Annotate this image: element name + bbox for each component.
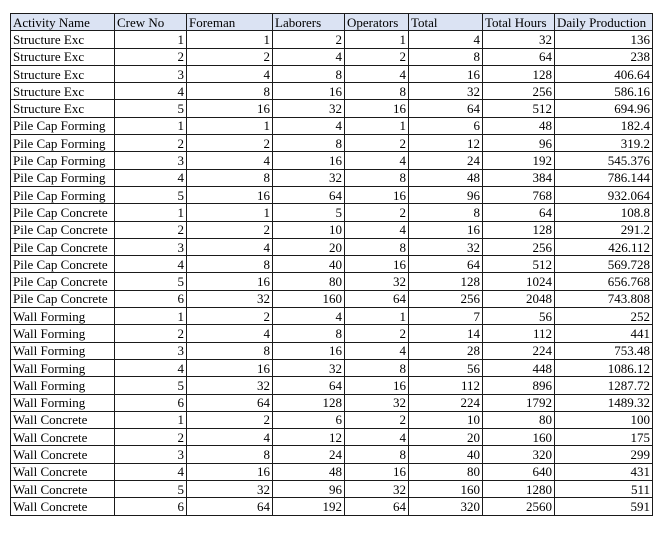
total-hours-cell[interactable]: 128 xyxy=(483,65,555,82)
table-row xyxy=(11,342,653,359)
operators-cell[interactable]: 16 xyxy=(345,100,409,117)
table-row xyxy=(11,463,653,480)
foreman-cell[interactable]: 16 xyxy=(187,359,273,376)
total-cell[interactable]: 56 xyxy=(409,359,483,376)
daily-production-cell[interactable]: 1489.32 xyxy=(555,394,653,411)
laborers-cell[interactable]: 5 xyxy=(273,204,345,221)
table-row xyxy=(11,256,653,273)
operators-cell[interactable]: 2 xyxy=(345,411,409,428)
foreman-cell[interactable]: 4 xyxy=(187,152,273,169)
foreman-cell[interactable]: 2 xyxy=(187,221,273,238)
table-row xyxy=(11,394,653,411)
operators-cell[interactable]: 16 xyxy=(345,463,409,480)
header-row xyxy=(11,14,653,31)
total-hours-cell[interactable]: 384 xyxy=(483,169,555,186)
total-hours-cell[interactable]: 1792 xyxy=(483,394,555,411)
daily-production-cell[interactable]: 511 xyxy=(555,481,653,498)
operators-cell[interactable]: 2 xyxy=(345,325,409,342)
laborers-cell[interactable]: 24 xyxy=(273,446,345,463)
operators-cell[interactable]: 1 xyxy=(345,308,409,325)
table-row xyxy=(11,429,653,446)
total-cell[interactable]: 8 xyxy=(409,204,483,221)
table-row xyxy=(11,411,653,428)
activity-name-cell[interactable]: Wall Forming xyxy=(11,359,115,376)
total-cell[interactable]: 320 xyxy=(409,498,483,515)
total-cell[interactable]: 28 xyxy=(409,342,483,359)
activity-name-cell[interactable]: Wall Concrete xyxy=(11,411,115,428)
total-hours-cell[interactable]: 32 xyxy=(483,31,555,48)
foreman-cell[interactable]: 16 xyxy=(187,186,273,203)
laborers-cell[interactable]: 2 xyxy=(273,31,345,48)
crew-no-cell[interactable]: 3 xyxy=(115,152,187,169)
total-hours-cell[interactable]: 320 xyxy=(483,446,555,463)
daily-production-cell[interactable]: 291.2 xyxy=(555,221,653,238)
daily-production-cell[interactable]: 175 xyxy=(555,429,653,446)
total-hours-cell[interactable]: 2560 xyxy=(483,498,555,515)
crew-no-cell[interactable]: 2 xyxy=(115,48,187,65)
crew-no-cell[interactable]: 3 xyxy=(115,65,187,82)
foreman-cell[interactable]: 32 xyxy=(187,481,273,498)
laborers-cell[interactable]: 6 xyxy=(273,411,345,428)
total-cell[interactable]: 96 xyxy=(409,186,483,203)
total-hours-cell[interactable]: 1280 xyxy=(483,481,555,498)
daily-production-cell[interactable]: 694.96 xyxy=(555,100,653,117)
crew-no-cell[interactable]: 6 xyxy=(115,394,187,411)
operators-cell[interactable]: 8 xyxy=(345,83,409,100)
crew-no-cell[interactable]: 4 xyxy=(115,256,187,273)
table-row xyxy=(11,238,653,255)
operators-cell[interactable]: 16 xyxy=(345,256,409,273)
daily-production-cell[interactable]: 569.728 xyxy=(555,256,653,273)
header-daily-production[interactable]: Daily Production xyxy=(555,14,653,31)
total-hours-cell[interactable]: 64 xyxy=(483,48,555,65)
laborers-cell[interactable]: 32 xyxy=(273,100,345,117)
daily-production-cell[interactable]: 586.16 xyxy=(555,83,653,100)
operators-cell[interactable]: 2 xyxy=(345,135,409,152)
foreman-cell[interactable]: 4 xyxy=(187,65,273,82)
activity-name-cell[interactable]: Structure Exc xyxy=(11,83,115,100)
total-cell[interactable]: 128 xyxy=(409,273,483,290)
operators-cell[interactable]: 1 xyxy=(345,31,409,48)
foreman-cell[interactable]: 64 xyxy=(187,498,273,515)
total-hours-cell[interactable]: 64 xyxy=(483,204,555,221)
table-body xyxy=(11,31,653,515)
foreman-cell[interactable]: 1 xyxy=(187,204,273,221)
total-cell[interactable]: 6 xyxy=(409,117,483,134)
activity-name-cell[interactable]: Wall Forming xyxy=(11,394,115,411)
daily-production-cell[interactable]: 431 xyxy=(555,463,653,480)
table-row xyxy=(11,135,653,152)
foreman-cell[interactable]: 32 xyxy=(187,377,273,394)
activity-name-cell[interactable]: Pile Cap Concrete xyxy=(11,221,115,238)
foreman-cell[interactable]: 2 xyxy=(187,308,273,325)
crew-no-cell[interactable]: 6 xyxy=(115,498,187,515)
total-cell[interactable]: 64 xyxy=(409,100,483,117)
activity-name-cell[interactable]: Pile Cap Concrete xyxy=(11,290,115,307)
daily-production-cell[interactable]: 932.064 xyxy=(555,186,653,203)
header-crew-no[interactable]: Crew No xyxy=(115,14,187,31)
foreman-cell[interactable]: 4 xyxy=(187,325,273,342)
total-cell[interactable]: 32 xyxy=(409,238,483,255)
crew-no-cell[interactable]: 5 xyxy=(115,273,187,290)
total-cell[interactable]: 48 xyxy=(409,169,483,186)
activity-name-cell[interactable]: Structure Exc xyxy=(11,65,115,82)
activity-name-cell[interactable]: Wall Concrete xyxy=(11,446,115,463)
activity-name-cell[interactable]: Wall Concrete xyxy=(11,429,115,446)
activity-name-cell[interactable]: Wall Concrete xyxy=(11,498,115,515)
operators-cell[interactable]: 1 xyxy=(345,117,409,134)
foreman-cell[interactable]: 8 xyxy=(187,169,273,186)
total-hours-cell[interactable]: 128 xyxy=(483,221,555,238)
activity-name-cell[interactable]: Wall Forming xyxy=(11,308,115,325)
foreman-cell[interactable]: 8 xyxy=(187,446,273,463)
daily-production-cell[interactable]: 786.144 xyxy=(555,169,653,186)
crew-no-cell[interactable]: 5 xyxy=(115,481,187,498)
crew-production-table xyxy=(10,13,653,516)
total-hours-cell[interactable]: 512 xyxy=(483,256,555,273)
total-hours-cell[interactable]: 512 xyxy=(483,100,555,117)
laborers-cell[interactable]: 16 xyxy=(273,152,345,169)
total-hours-cell[interactable]: 256 xyxy=(483,83,555,100)
foreman-cell[interactable]: 8 xyxy=(187,83,273,100)
total-hours-cell[interactable]: 160 xyxy=(483,429,555,446)
total-cell[interactable]: 40 xyxy=(409,446,483,463)
total-hours-cell[interactable]: 56 xyxy=(483,308,555,325)
crew-no-cell[interactable]: 2 xyxy=(115,325,187,342)
total-hours-cell[interactable]: 192 xyxy=(483,152,555,169)
activity-name-cell[interactable]: Wall Forming xyxy=(11,325,115,342)
daily-production-cell[interactable]: 591 xyxy=(555,498,653,515)
activity-name-cell[interactable]: Pile Cap Forming xyxy=(11,152,115,169)
total-hours-cell[interactable]: 112 xyxy=(483,325,555,342)
laborers-cell[interactable]: 16 xyxy=(273,83,345,100)
total-cell[interactable]: 20 xyxy=(409,429,483,446)
operators-cell[interactable]: 8 xyxy=(345,359,409,376)
total-cell[interactable]: 10 xyxy=(409,411,483,428)
foreman-cell[interactable]: 64 xyxy=(187,394,273,411)
total-hours-cell[interactable]: 96 xyxy=(483,135,555,152)
laborers-cell[interactable]: 4 xyxy=(273,308,345,325)
laborers-cell[interactable]: 4 xyxy=(273,48,345,65)
header-foreman[interactable]: Foreman xyxy=(187,14,273,31)
table-row xyxy=(11,100,653,117)
daily-production-cell[interactable]: 299 xyxy=(555,446,653,463)
total-hours-cell[interactable]: 256 xyxy=(483,238,555,255)
table-row xyxy=(11,31,653,48)
daily-production-cell[interactable]: 319.2 xyxy=(555,135,653,152)
crew-no-cell[interactable]: 3 xyxy=(115,238,187,255)
daily-production-cell[interactable]: 136 xyxy=(555,31,653,48)
table-row xyxy=(11,117,653,134)
operators-cell[interactable]: 16 xyxy=(345,377,409,394)
operators-cell[interactable]: 4 xyxy=(345,342,409,359)
foreman-cell[interactable]: 8 xyxy=(187,342,273,359)
total-hours-cell[interactable]: 80 xyxy=(483,411,555,428)
operators-cell[interactable]: 4 xyxy=(345,65,409,82)
crew-no-cell[interactable]: 4 xyxy=(115,359,187,376)
activity-name-cell[interactable]: Pile Cap Forming xyxy=(11,117,115,134)
foreman-cell[interactable]: 1 xyxy=(187,31,273,48)
table-row xyxy=(11,359,653,376)
crew-no-cell[interactable]: 1 xyxy=(115,204,187,221)
operators-cell[interactable]: 8 xyxy=(345,238,409,255)
crew-no-cell[interactable]: 4 xyxy=(115,463,187,480)
crew-no-cell[interactable]: 5 xyxy=(115,100,187,117)
crew-no-cell[interactable]: 2 xyxy=(115,135,187,152)
laborers-cell[interactable]: 16 xyxy=(273,342,345,359)
activity-name-cell[interactable]: Wall Forming xyxy=(11,377,115,394)
total-hours-cell[interactable]: 224 xyxy=(483,342,555,359)
total-hours-cell[interactable]: 1024 xyxy=(483,273,555,290)
total-cell[interactable]: 16 xyxy=(409,221,483,238)
table-row xyxy=(11,186,653,203)
activity-name-cell[interactable]: Wall Concrete xyxy=(11,463,115,480)
crew-no-cell[interactable]: 5 xyxy=(115,377,187,394)
laborers-cell[interactable]: 10 xyxy=(273,221,345,238)
crew-no-cell[interactable]: 3 xyxy=(115,342,187,359)
total-hours-cell[interactable]: 48 xyxy=(483,117,555,134)
table-row xyxy=(11,221,653,238)
total-cell[interactable]: 112 xyxy=(409,377,483,394)
activity-name-cell[interactable]: Pile Cap Concrete xyxy=(11,256,115,273)
foreman-cell[interactable]: 4 xyxy=(187,429,273,446)
total-cell[interactable]: 224 xyxy=(409,394,483,411)
crew-no-cell[interactable]: 1 xyxy=(115,31,187,48)
total-cell[interactable]: 7 xyxy=(409,308,483,325)
crew-no-cell[interactable]: 4 xyxy=(115,169,187,186)
operators-cell[interactable]: 2 xyxy=(345,204,409,221)
table-header xyxy=(11,14,653,31)
crew-no-cell[interactable]: 5 xyxy=(115,186,187,203)
crew-no-cell[interactable]: 1 xyxy=(115,117,187,134)
daily-production-cell[interactable]: 743.808 xyxy=(555,290,653,307)
total-cell[interactable]: 12 xyxy=(409,135,483,152)
total-hours-cell[interactable]: 896 xyxy=(483,377,555,394)
activity-name-cell[interactable]: Wall Concrete xyxy=(11,481,115,498)
total-hours-cell[interactable]: 768 xyxy=(483,186,555,203)
total-cell[interactable]: 16 xyxy=(409,65,483,82)
crew-no-cell[interactable]: 3 xyxy=(115,446,187,463)
operators-cell[interactable]: 32 xyxy=(345,481,409,498)
laborers-cell[interactable]: 128 xyxy=(273,394,345,411)
foreman-cell[interactable]: 16 xyxy=(187,100,273,117)
total-cell[interactable]: 256 xyxy=(409,290,483,307)
table-row xyxy=(11,204,653,221)
operators-cell[interactable]: 32 xyxy=(345,394,409,411)
laborers-cell[interactable]: 192 xyxy=(273,498,345,515)
total-cell[interactable]: 64 xyxy=(409,256,483,273)
table-row xyxy=(11,169,653,186)
foreman-cell[interactable]: 16 xyxy=(187,463,273,480)
operators-cell[interactable]: 4 xyxy=(345,221,409,238)
total-cell[interactable]: 4 xyxy=(409,31,483,48)
laborers-cell[interactable]: 20 xyxy=(273,238,345,255)
laborers-cell[interactable]: 32 xyxy=(273,169,345,186)
operators-cell[interactable]: 16 xyxy=(345,186,409,203)
daily-production-cell[interactable]: 753.48 xyxy=(555,342,653,359)
header-operators[interactable]: Operators xyxy=(345,14,409,31)
total-hours-cell[interactable]: 2048 xyxy=(483,290,555,307)
foreman-cell[interactable]: 2 xyxy=(187,48,273,65)
crew-no-cell[interactable]: 6 xyxy=(115,290,187,307)
header-laborers[interactable]: Laborers xyxy=(273,14,345,31)
table-row xyxy=(11,325,653,342)
operators-cell[interactable]: 4 xyxy=(345,152,409,169)
activity-name-cell[interactable]: Structure Exc xyxy=(11,100,115,117)
foreman-cell[interactable]: 32 xyxy=(187,290,273,307)
table-row xyxy=(11,83,653,100)
activity-name-cell[interactable]: Pile Cap Forming xyxy=(11,186,115,203)
operators-cell[interactable]: 64 xyxy=(345,498,409,515)
daily-production-cell[interactable]: 441 xyxy=(555,325,653,342)
operators-cell[interactable]: 2 xyxy=(345,48,409,65)
crew-no-cell[interactable]: 1 xyxy=(115,308,187,325)
table-row xyxy=(11,48,653,65)
header-total[interactable]: Total xyxy=(409,14,483,31)
laborers-cell[interactable]: 80 xyxy=(273,273,345,290)
operators-cell[interactable]: 64 xyxy=(345,290,409,307)
foreman-cell[interactable]: 2 xyxy=(187,411,273,428)
daily-production-cell[interactable]: 238 xyxy=(555,48,653,65)
daily-production-cell[interactable]: 656.768 xyxy=(555,273,653,290)
total-cell[interactable]: 24 xyxy=(409,152,483,169)
total-cell[interactable]: 8 xyxy=(409,48,483,65)
daily-production-cell[interactable]: 1287.72 xyxy=(555,377,653,394)
operators-cell[interactable]: 8 xyxy=(345,169,409,186)
operators-cell[interactable]: 8 xyxy=(345,446,409,463)
table-row xyxy=(11,308,653,325)
daily-production-cell[interactable]: 100 xyxy=(555,411,653,428)
daily-production-cell[interactable]: 108.8 xyxy=(555,204,653,221)
table-row xyxy=(11,290,653,307)
laborers-cell[interactable]: 48 xyxy=(273,463,345,480)
laborers-cell[interactable]: 160 xyxy=(273,290,345,307)
table-row xyxy=(11,481,653,498)
laborers-cell[interactable]: 64 xyxy=(273,377,345,394)
laborers-cell[interactable]: 96 xyxy=(273,481,345,498)
activity-name-cell[interactable]: Pile Cap Forming xyxy=(11,169,115,186)
table-row xyxy=(11,65,653,82)
laborers-cell[interactable]: 40 xyxy=(273,256,345,273)
foreman-cell[interactable]: 4 xyxy=(187,238,273,255)
daily-production-cell[interactable]: 252 xyxy=(555,308,653,325)
total-hours-cell[interactable]: 640 xyxy=(483,463,555,480)
daily-production-cell[interactable]: 1086.12 xyxy=(555,359,653,376)
foreman-cell[interactable]: 1 xyxy=(187,117,273,134)
laborers-cell[interactable]: 8 xyxy=(273,135,345,152)
daily-production-cell[interactable]: 406.64 xyxy=(555,65,653,82)
table-row xyxy=(11,498,653,515)
table-row xyxy=(11,377,653,394)
header-total-hours[interactable]: Total Hours xyxy=(483,14,555,31)
daily-production-cell[interactable]: 426.112 xyxy=(555,238,653,255)
daily-production-cell[interactable]: 182.4 xyxy=(555,117,653,134)
daily-production-cell[interactable]: 545.376 xyxy=(555,152,653,169)
laborers-cell[interactable]: 8 xyxy=(273,325,345,342)
crew-no-cell[interactable]: 2 xyxy=(115,221,187,238)
activity-name-cell[interactable]: Pile Cap Concrete xyxy=(11,204,115,221)
laborers-cell[interactable]: 8 xyxy=(273,65,345,82)
operators-cell[interactable]: 4 xyxy=(345,429,409,446)
total-cell[interactable]: 160 xyxy=(409,481,483,498)
header-activity-name[interactable]: Activity Name xyxy=(11,14,115,31)
activity-name-cell[interactable]: Pile Cap Concrete xyxy=(11,238,115,255)
activity-name-cell[interactable]: Pile Cap Forming xyxy=(11,135,115,152)
table-row xyxy=(11,446,653,463)
operators-cell[interactable]: 32 xyxy=(345,273,409,290)
total-cell[interactable]: 32 xyxy=(409,83,483,100)
crew-no-cell[interactable]: 1 xyxy=(115,411,187,428)
table-row xyxy=(11,152,653,169)
laborers-cell[interactable]: 64 xyxy=(273,186,345,203)
activity-name-cell[interactable]: Pile Cap Concrete xyxy=(11,273,115,290)
laborers-cell[interactable]: 32 xyxy=(273,359,345,376)
activity-name-cell[interactable]: Wall Forming xyxy=(11,342,115,359)
activity-name-cell[interactable]: Structure Exc xyxy=(11,31,115,48)
foreman-cell[interactable]: 2 xyxy=(187,135,273,152)
foreman-cell[interactable]: 8 xyxy=(187,256,273,273)
activity-name-cell[interactable]: Structure Exc xyxy=(11,48,115,65)
total-hours-cell[interactable]: 448 xyxy=(483,359,555,376)
crew-no-cell[interactable]: 4 xyxy=(115,83,187,100)
foreman-cell[interactable]: 16 xyxy=(187,273,273,290)
total-cell[interactable]: 14 xyxy=(409,325,483,342)
laborers-cell[interactable]: 4 xyxy=(273,117,345,134)
total-cell[interactable]: 80 xyxy=(409,463,483,480)
laborers-cell[interactable]: 12 xyxy=(273,429,345,446)
table-row xyxy=(11,273,653,290)
crew-no-cell[interactable]: 2 xyxy=(115,429,187,446)
